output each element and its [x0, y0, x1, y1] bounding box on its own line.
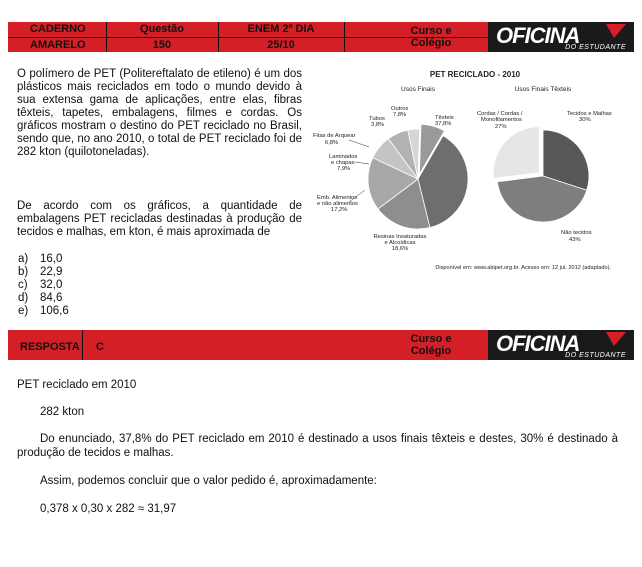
label-cordas-2: Monofilamentos: [481, 117, 522, 123]
pie-slice: [493, 127, 539, 179]
option-text: 106,6: [40, 305, 69, 317]
figure-title: PET RECICLADO - 2010: [429, 70, 521, 79]
option-a: [18, 253, 62, 266]
option-text: 32,0: [40, 279, 63, 291]
label-laminados-2: e chapas: [331, 160, 355, 166]
option-e: [18, 305, 69, 318]
solution-line-4: Assim, podemos concluir que o valor pedido é, aproximadamente:: [40, 475, 377, 487]
pie2-title: Usos Finais Têxteis: [514, 86, 572, 93]
option-b: [18, 266, 62, 279]
dia-label: ENEM 2º DIA: [247, 23, 315, 35]
label-outros: Outros: [391, 106, 409, 112]
label-alimentos-value: 17,2%: [331, 207, 348, 213]
header-band: [8, 22, 634, 52]
label-laminados-value: 7,9%: [337, 166, 351, 172]
label-alimentos-2: e não alimentos: [317, 201, 358, 207]
option-d: [18, 292, 62, 305]
label-resinas-1: Resinas Insaturadas: [373, 234, 427, 240]
caderno-value: AMARELO: [30, 39, 86, 51]
option-letter: b): [18, 266, 29, 278]
option-letter: c): [18, 279, 28, 291]
logo-text: OFICINA: [496, 331, 580, 356]
option-text: 22,9: [40, 266, 63, 278]
question-intro: O polímero de PET (Politereftalato de etileno) é um dos plásticos mais reciclados em todo o mundo devido à sua extensa gama de aplicações, entre elas, fibras têxteis, tapetes, embalagens, filmes e cordas. Os gráficos mostram o destino do PET reciclado no Brasil, sendo que, no ano 2010, o total de PET reciclado foi de 282 kton (quilotoneladas).: [17, 68, 302, 158]
figure-source: Disponível em: www.abipet.org.br. Acesso em: 12 jul. 2012 (adaptado).: [435, 265, 611, 271]
option-text: 16,0: [40, 253, 63, 265]
solution-line-3: Do enunciado, 37,8% do PET reciclado em 2010 é destinado a usos finais têxteis e destes, 30% é destinado à produção de tecidos e malhas.: [17, 433, 618, 459]
label-fitas-value: 6,8%: [325, 140, 339, 146]
questao-value: 150: [152, 39, 172, 51]
course-label: Curso e Colégio: [410, 25, 452, 49]
logo-text: OFICINA: [496, 23, 580, 48]
pet-figure: [305, 62, 637, 280]
label-texteis: Têxteis: [435, 115, 454, 121]
label-alimentos-1: Emb. Alimentos: [317, 195, 358, 201]
solution-line-1: PET reciclado em 2010: [17, 379, 137, 391]
option-text: 84,6: [40, 292, 63, 304]
option-letter: e): [18, 305, 29, 317]
option-letter: d): [18, 292, 29, 304]
label-nao-tecidos-value: 43%: [569, 237, 581, 243]
logo-subtext: DO ESTUDANTE: [565, 44, 626, 51]
label-texteis-value: 37,8%: [435, 121, 452, 127]
label-outros-value: 7,8%: [393, 112, 407, 118]
answer-col-divider: [82, 330, 83, 360]
label-resinas-2: e Alcoídicas: [384, 240, 416, 246]
label-cordas-1: Cordas / Cordas /: [477, 111, 523, 117]
answer-band: [8, 330, 634, 360]
label-nao-tecidos: Não tecidos: [561, 230, 592, 236]
pie2-chart: [493, 127, 589, 222]
oficina-logo: [488, 330, 634, 360]
pie1-title: Usos Finais: [401, 86, 435, 93]
solution-line-5: 0,378 x 0,30 x 282 ≈ 31,97: [40, 503, 177, 515]
answer-label: RESPOSTA: [20, 341, 80, 353]
label-laminados-1: Laminados: [329, 154, 358, 160]
label-tecidos-value: 30%: [579, 117, 591, 123]
option-letter: a): [18, 253, 29, 265]
label-cordas-value: 27%: [495, 124, 507, 130]
caderno-label: CADERNO: [30, 23, 86, 35]
oficina-logo: [488, 22, 634, 52]
header-col-divider: [344, 22, 345, 52]
questao-label: Questão: [139, 23, 184, 35]
label-tubos-value: 3,8%: [371, 122, 385, 128]
question-prompt: De acordo com os gráficos, a quantidade de embalagens PET recicladas destinadas à produção de tecidos e malhas, em kton, é mais aproximada de: [17, 200, 302, 238]
option-c: [18, 279, 62, 292]
label-tecidos: Tecidos e Malhas: [567, 111, 612, 117]
label-resinas-value: 18,6%: [391, 246, 409, 252]
solution-line-2: 282 kton: [40, 406, 85, 418]
label-fitas: Fitas de Arquear: [313, 133, 356, 139]
answer-course-label: Curso e Colégio: [410, 333, 452, 357]
logo-subtext: DO ESTUDANTE: [565, 352, 626, 359]
pie1-chart: [368, 124, 468, 229]
dia-value: 25/10: [267, 39, 295, 51]
answer-value: C: [96, 341, 104, 353]
label-tubos: Tubos: [369, 116, 385, 122]
